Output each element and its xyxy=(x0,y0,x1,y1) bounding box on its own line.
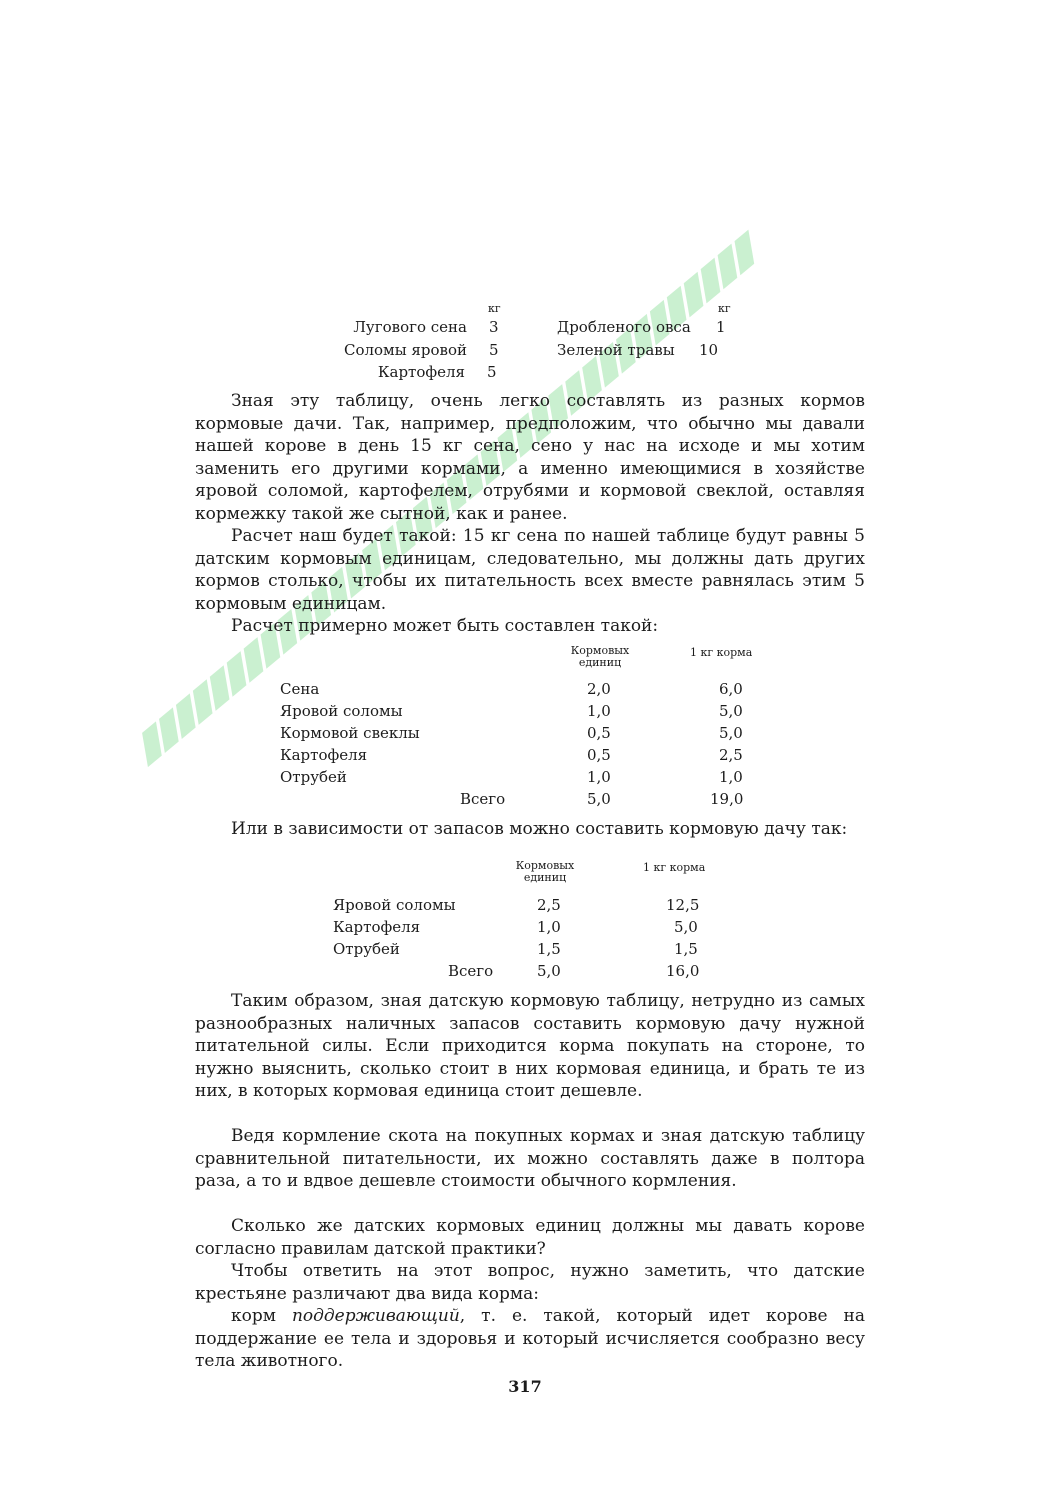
top-table-right-name: Дробленого овса xyxy=(557,318,691,336)
table1-row-name: Отрубей xyxy=(280,768,347,786)
top-table-left-value: 5 xyxy=(487,363,497,381)
paragraph-text: , т. е. такой, который идет корове на поддержание ее тела и здоровья и который исчисляется сообразно весу тела животного. xyxy=(195,1306,865,1371)
table1-row-name: Кормовой свеклы xyxy=(280,724,420,742)
table1-total-kg: 19,0 xyxy=(710,790,744,808)
table2-total-units: 5,0 xyxy=(537,962,561,980)
table2-total-label: Всего xyxy=(448,962,494,980)
table2-total-kg: 16,0 xyxy=(666,962,700,980)
table2-row-name: Картофеля xyxy=(333,918,421,936)
paragraph xyxy=(195,1305,865,1373)
table1-row-kg: 2,5 xyxy=(719,746,743,764)
top-table-left-name: Соломы яровой xyxy=(343,341,467,359)
table2-row-units: 2,5 xyxy=(537,896,561,914)
table1-row-units: 1,0 xyxy=(587,702,611,720)
table1-row-units: 0,5 xyxy=(587,746,611,764)
top-table-left-value: 5 xyxy=(489,341,499,359)
paragraph: Расчет примерно может быть составлен такой: xyxy=(231,616,659,636)
page-number: 317 xyxy=(508,1377,542,1396)
table2-row-kg: 12,5 xyxy=(666,896,700,914)
table1-row-kg: 1,0 xyxy=(719,768,743,786)
table1-row-kg: 5,0 xyxy=(719,724,743,742)
top-table-left-value: 3 xyxy=(489,318,499,336)
table2-row-name: Отрубей xyxy=(333,940,400,958)
paragraph: Сколько же датских кормовых единиц должны мы давать корове согласно правилам датской практики? xyxy=(195,1216,865,1259)
paragraph-text: корм xyxy=(231,1306,292,1326)
paragraph: Или в зависимости от запасов можно составить кормовую дачу так: xyxy=(231,819,848,839)
top-table-right-name: Зеленой травы xyxy=(557,341,675,359)
table2-row-name: Яровой соломы xyxy=(333,896,456,914)
table2-header-kg: 1 кг корма xyxy=(643,861,706,874)
table1-row-units: 0,5 xyxy=(587,724,611,742)
top-table-unit-left: кг xyxy=(488,302,501,315)
paragraph: Чтобы ответить на этот вопрос, нужно заметить, что датские крестьяне различают два вида корма: xyxy=(195,1261,865,1304)
table2-row-units: 1,0 xyxy=(537,918,561,936)
top-table-left-name: Картофеля xyxy=(377,363,465,381)
top-table-left-name: Лугового сена xyxy=(353,318,467,336)
table2-row-kg: 5,0 xyxy=(674,918,698,936)
top-table-unit-right: кг xyxy=(718,302,731,315)
table1-header-kg: 1 кг корма xyxy=(690,646,753,659)
top-table-right-value: 10 xyxy=(699,341,719,359)
paragraph: Зная эту таблицу, очень легко составлять из разных кормов кормовые дачи. Так, например, предположим, что обычно мы давали нашей корове в день 15 кг сена, сено у нас на исходе и мы хотим заменить его другими кормами, а именно имеющимися в хозяйстве яровой соломой, картофелем, отрубями и кормовой свеклой, оставляя кормежку такой же сытной, как и ранее. xyxy=(195,391,865,524)
table2-header-units: Кормовых единиц xyxy=(515,859,575,884)
top-table-right-value: 1 xyxy=(716,318,726,336)
table1-row-kg: 5,0 xyxy=(719,702,743,720)
table1-header-units: Кормовых единиц xyxy=(570,644,630,669)
table2-row-units: 1,5 xyxy=(537,940,561,958)
paragraph: Ведя кормление скота на покупных кормах и зная датскую таблицу сравнительной питательности, их можно составлять даже в полтора раза, а то и вдвое дешевле стоимости обычного кормления. xyxy=(195,1126,865,1191)
paragraph: Расчет наш будет такой: 15 кг сена по нашей таблице будут равны 5 датским кормовым единицам, следовательно, мы должны дать других кормов столько, чтобы их питательность всех вместе равнялась этим 5 кормовым единицам. xyxy=(195,526,865,614)
table1-row-kg: 6,0 xyxy=(719,680,743,698)
table1-row-name: Картофеля xyxy=(280,746,368,764)
paragraph: Таким образом, зная датскую кормовую таблицу, нетрудно из самых разнообразных наличных запасов составить кормовую дачу нужной питательной силы. Если приходится корма покупать на стороне, то нужно выяснить, сколько стоит в них кормовая единица, и брать те из них, в которых кормовая единица стоит дешевле. xyxy=(195,991,865,1101)
table1-total-units: 5,0 xyxy=(587,790,611,808)
italic-term: поддерживающий xyxy=(291,1306,460,1326)
table1-row-name: Яровой соломы xyxy=(280,702,403,720)
table2-row-kg: 1,5 xyxy=(674,940,698,958)
table1-row-name: Сена xyxy=(280,680,320,698)
table1-row-units: 2,0 xyxy=(587,680,611,698)
table1-row-units: 1,0 xyxy=(587,768,611,786)
table1-total-label: Всего xyxy=(460,790,506,808)
